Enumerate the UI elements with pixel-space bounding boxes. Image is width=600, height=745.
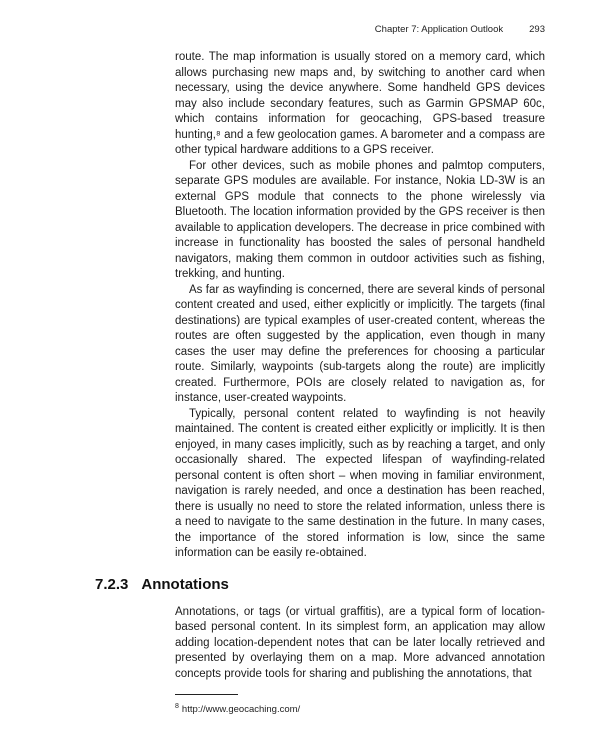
paragraph: For other devices, such as mobile phones and palmtop computers, separate GPS modules are available. For instance, Nokia LD-3W is an external GPS module that connects to the phone wirelessly via Bluetooth. The location information provided by the GPS receiver is then available to application developers. The decrease in price combined with increase in functionality has boosted the sales of personal handheld navigators, making them common in outdoor activities such as fishing, trekking, and hunting. [175, 159, 545, 280]
footnote-marker: 8 [175, 703, 179, 710]
paragraph: Typically, personal content related to wayfinding is not heavily maintained. The content is created either explicitly or implicitly. It is then enjoyed, in many cases implicitly, such as by reaching a target, and only occasionally shared. The expected lifespan of wayfinding-related personal content is often short – when moving in familiar environment, navigation is rarely needed, and once a destination has been reached, there is usually no need to store the related information, unless there is a need to navigate to the same destination in the future. In many cases, the importance of the stored information is low, since the same information can be easily re-obtained. [175, 407, 545, 559]
section-number: 7.2.3 [95, 575, 129, 593]
running-header [0, 24, 545, 35]
section-text-block [175, 605, 545, 683]
running-title: Chapter 7: Application Outlook [374, 24, 504, 35]
footnote-url: http://www.geocaching.com/ [181, 704, 301, 716]
body-text-block [175, 50, 545, 562]
footnote-text [175, 701, 600, 716]
paragraph: Annotations, or tags (or virtual graffitis), are a typical form of location-based personal content. In its simplest form, an application may allow adding location-dependent notes that can be later locally retrieved and presented by overlaying them on a map. More advanced annotation concepts provide tools for sharing and publishing the annotations, that [175, 605, 545, 680]
section-title: Annotations [141, 575, 229, 593]
paragraph: route. The map information is usually stored on a memory card, which allows purchasing new maps and, by switching to another card when necessary, using the device anywhere. Some handheld GPS devices may also include secondary features, such as Garmin GPSMAP 60c, which contains information for geocaching, GPS-based treasure hunting,⁸ and a few geolocation games. A barometer and a compass are other typical hardware additions to a GPS receiver. [175, 51, 545, 156]
footnote-rule [175, 694, 238, 695]
paragraph: As far as wayfinding is concerned, there are several kinds of personal content created and used, either explicitly or implicitly. The targets (final destinations) are typical examples of user-created content, whereas the routes are often suggested by the application, even though in many cases the user may define the preferences for choosing a particular route. Similarly, waypoints (sub-targets along the route) are implicitly created. Furthermore, POIs are closely related to navigation as, for instance, user-created waypoints. [175, 283, 545, 404]
page-number: 293 [529, 24, 545, 35]
section-heading [95, 576, 600, 593]
footnote [175, 694, 600, 716]
